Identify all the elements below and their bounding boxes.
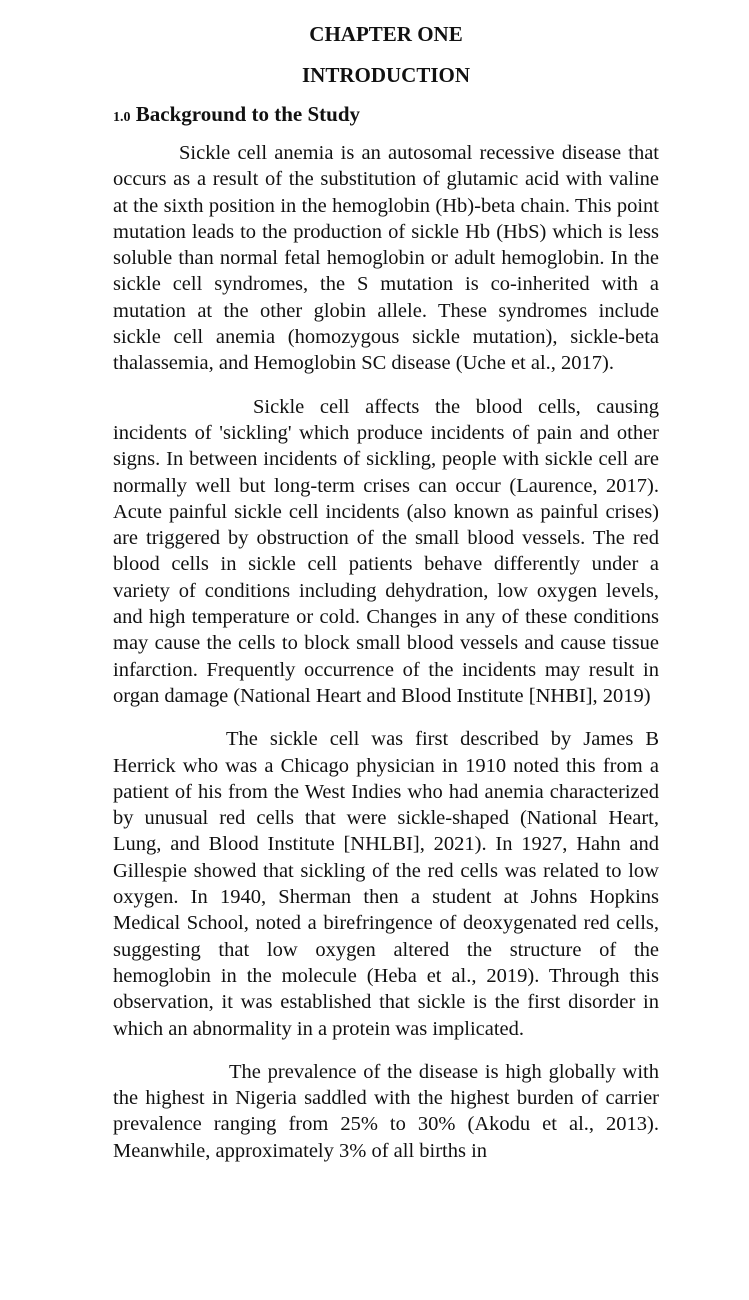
document-page [113,20,659,1164]
introduction-title: INTRODUCTION [301,63,471,87]
chapter-title: CHAPTER ONE [309,22,463,46]
section-heading [113,100,659,132]
paragraph: Sickle cell anemia is an autosomal recessive disease that occurs as a result of the substitution of glutamic acid with valine at the sixth position in the hemoglobin (Hb)-beta chain. This point mutation leads to the production of sickle Hb (HbS) which is less soluble than normal fetal hemoglobin or adult hemoglobin. In the sickle cell syndromes, the S mutation is co-inherited with a mutation at the other globin allele. These syndromes include sickle cell anemia (homozygous sickle mutation), sickle-beta thalassemia, and Hemoglobin SC disease (Uche et al., 2017). [113,142,659,375]
section-title: Background to the Study [135,102,361,126]
paragraph: Sickle cell affects the blood cells, causing incidents of 'sickling' which produce incidents of pain and other signs. In between incidents of sickling, people with sickle cell are normally well but long-term crises can occur (Laurence, 2017). Acute painful sickle cell incidents (also known as painful crises) are triggered by obstruction of the small blood vessels. The red blood cells in sickle cell patients behave differently under a variety of conditions including dehydration, low oxygen levels, and high temperature or cold. Changes in any of these conditions may cause the cells to block small blood vessels and cause tissue infarction. Frequently occurrence of the incidents may result in organ damage (National Heart and Blood Institute [NHBI], 2019) [113,395,659,707]
paragraph: The sickle cell was first described by James B Herrick who was a Chicago physician in 1910 noted this from a patient of his from the West Indies who had anemia characterized by unusual red cells that were sickle-shaped (National Heart, Lung, and Blood Institute [NHLBI], 2021). In 1927, Hahn and Gillespie showed that sickling of the red cells was related to low oxygen. In 1940, Sherman then a student at Johns Hopkins Medical School, noted a birefringence of deoxygenated red cells, suggesting that low oxygen altered the structure of the hemoglobin in the molecule (Heba et al., 2019). Through this observation, it was established that sickle is the first disorder in which an abnormality in a protein was implicated. [113,728,659,1040]
section-number: 1.0 [113,110,131,125]
paragraph: The prevalence of the disease is high globally with the highest in Nigeria saddled with the highest burden of carrier prevalence ranging from 25% to 30% (Akodu et al., 2013). Meanwhile, approximately 3% of all births in [113,1060,659,1162]
